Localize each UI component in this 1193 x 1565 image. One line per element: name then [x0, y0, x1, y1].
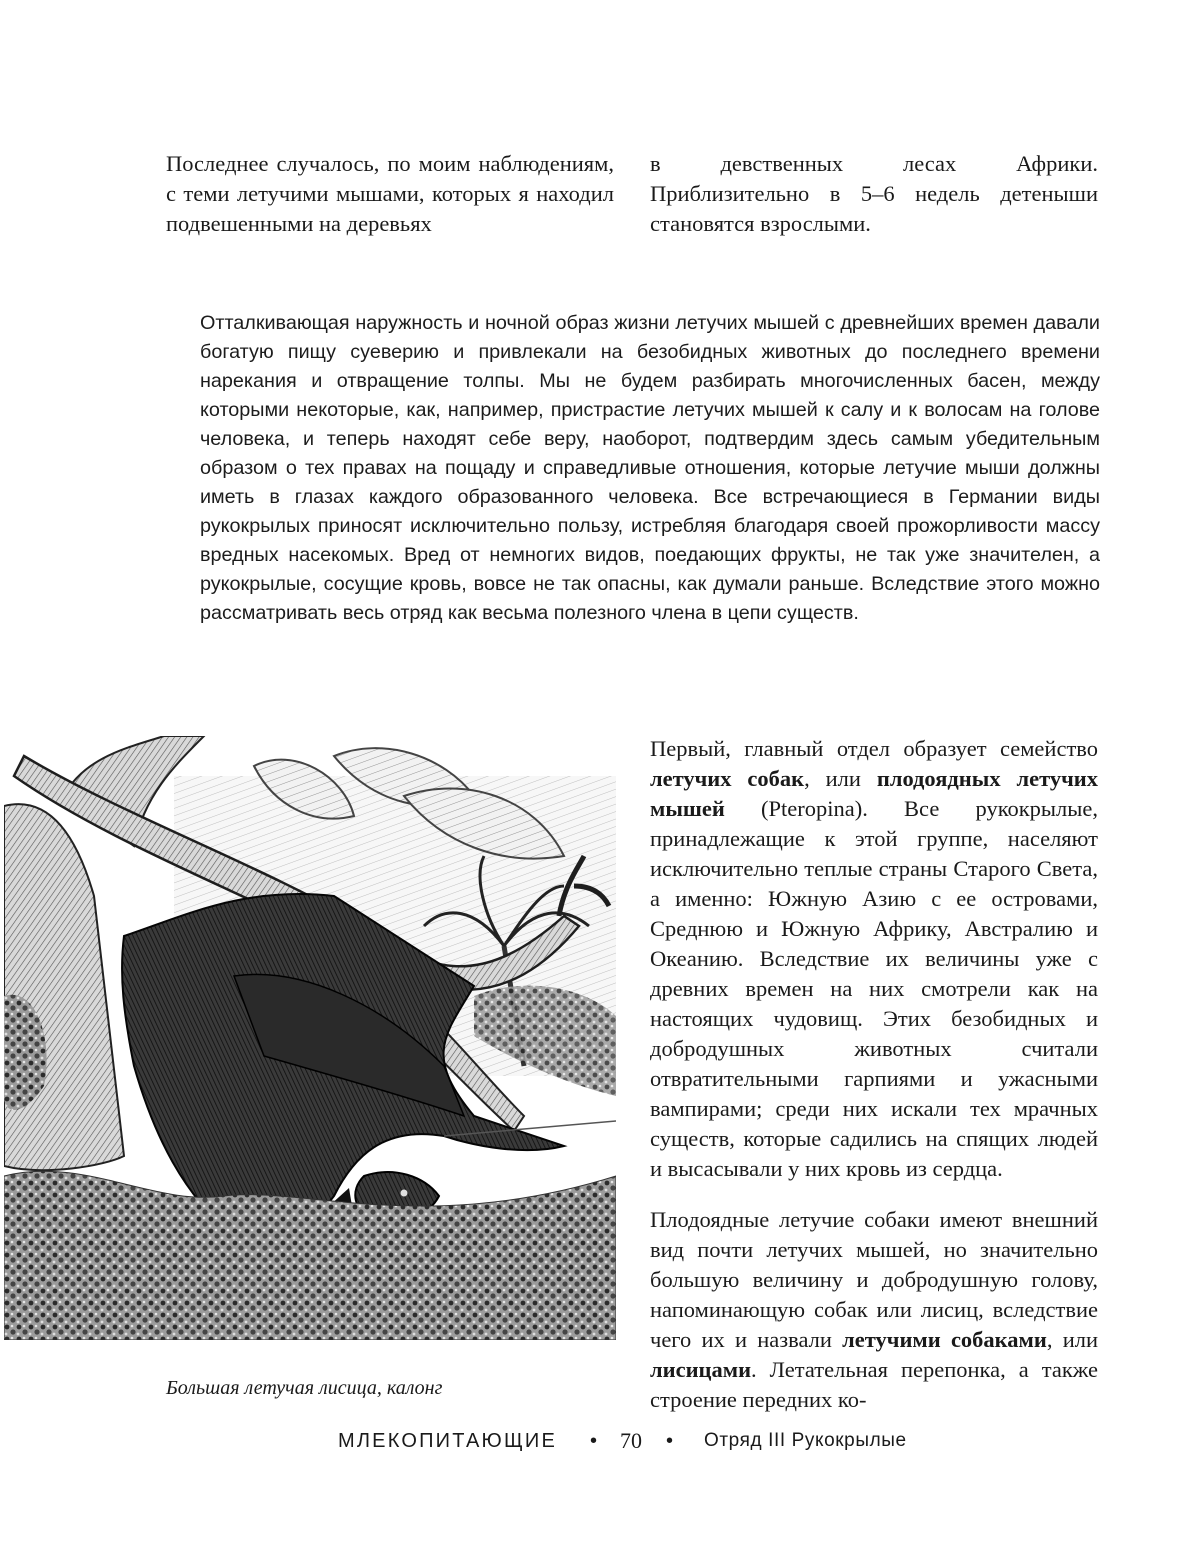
bat-engraving-illustration [4, 736, 616, 1340]
page-footer [0, 1426, 1193, 1458]
paragraph-text: , или [1046, 1327, 1099, 1352]
page-number: 70 [620, 1428, 642, 1453]
paragraph-text: (Pteropina). Все рукокрылые, принадлежащие к этой группе, населяют исключительно теплые страны Старого Света, а именно: Южную Азию с ее островами, Среднюю и Южную Африку, Австралию и Океанию. Вследствие их величины уже с древних времен на них смотрели как на настоящих чудовищ. Этих безобидных и добродушных животных считали отвратительными гарпиями и ужасными вампирами; среди них искали тех мрачных существ, которые садились на спящих людей и высасывали у них кровь из сердца. [650, 796, 1098, 1181]
paragraph-text: , или [804, 766, 877, 791]
figure-caption: Большая летучая лисица, калонг [166, 1377, 443, 1399]
main-text-column [650, 734, 1098, 1415]
paragraph-text: . Летательная перепонка, а также строение передних ко- [650, 1357, 1098, 1412]
footer-chapter-title: Отряд III Рукокрылые [704, 1430, 907, 1451]
top-left-column [166, 149, 614, 239]
term-letuchikh-sobak: летучих собак [650, 766, 805, 791]
paragraph-flying-dogs-intro [650, 734, 1098, 1184]
footer-separator-dot: • [590, 1430, 598, 1452]
footer-separator-dot: • [666, 1430, 674, 1452]
paragraph-flying-dogs-appearance [650, 1205, 1098, 1415]
sidebar-paragraph: Отталкивающая наружность и ночной образ жизни летучих мышей с древнейших времен давали богатую пищу суеверию и привлекали на безобидных животных до последнего времени нарекания и отвращение толпы. Мы не будем разбирать многочисленных басен, между которыми некоторые, как, например, пристрастие летучих мышей к салу и к волосам на голове человека, и теперь находят себе веру, наоборот, подтвердим здесь самым убедительным образом о тех правах на пощаду и справедливые отношения, которые летучие мыши должны иметь в глазах каждого образованного человека. Все встречающиеся в Германии виды рукокрылых приносят исключительно пользу, истребляя благодаря своей прожорливости массу вредных насекомых. Вред от немногих видов, поедающих фрукты, не так уже значителен, а рукокрылые, сосущие кровь, вовсе не так опасны, как думали раньше. Вследствие этого можно рассматривать весь отряд как весьма полезного члена в цепи существ. [200, 312, 1100, 624]
term-letuchimi-sobakami: летучими собаками [842, 1327, 1047, 1352]
term-lisitsami: лисицами [650, 1357, 752, 1382]
paragraph-text: Плодоядные летучие собаки имеют внешний вид почти летучих мышей, но значительно большую величину и добродушную голову, напоминающую собак или лисиц, вследствие чего их и назвали [650, 1207, 1098, 1352]
top-right-paragraph: в девственных лесах Африки. Приблизительно в 5–6 недель детеныши становятся взрослыми. [650, 151, 1098, 236]
flying-fox-engraving-image [4, 736, 616, 1340]
footer-section-title: МЛЕКОПИТАЮЩИЕ [338, 1430, 558, 1452]
top-right-column [650, 149, 1098, 239]
sidebar-note [200, 309, 1100, 628]
paragraph-text: Первый, главный отдел образует семейство [650, 736, 1098, 761]
term-plodoyadnykh-letuchikh-myshey: плодоядных летучих мышей [650, 766, 1099, 821]
top-left-paragraph: Последнее случалось, по моим наблюдениям, с теми летучими мышами, которых я находил подвешенными на деревьях [166, 151, 614, 236]
